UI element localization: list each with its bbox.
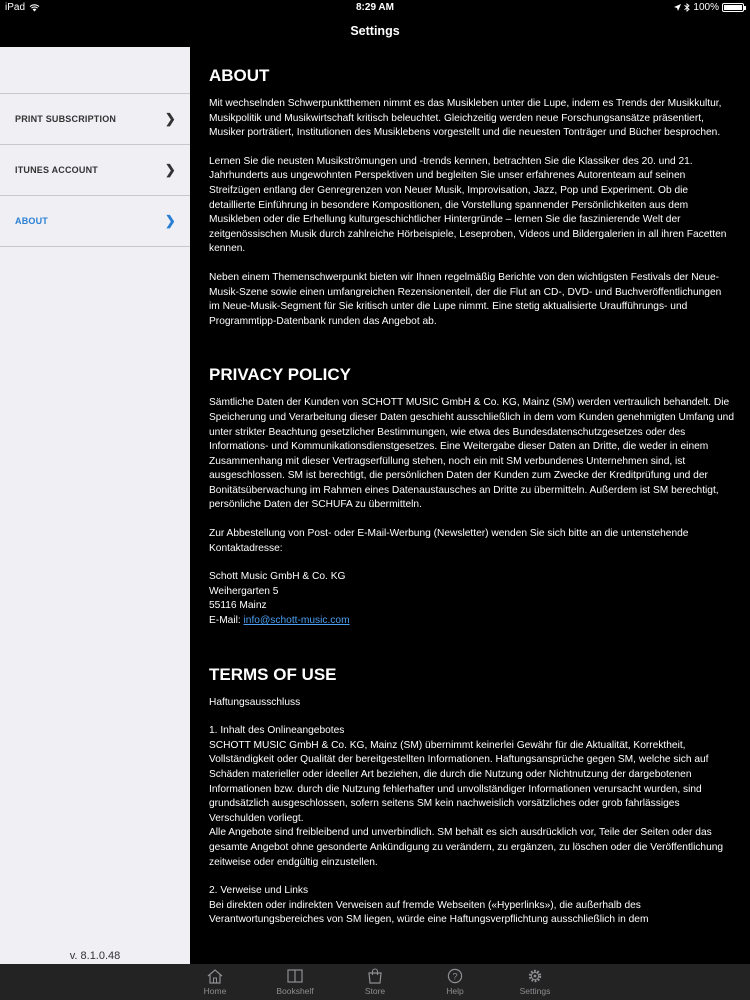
contact-company: Schott Music GmbH & Co. KG xyxy=(209,571,346,583)
terms-section-2 xyxy=(209,884,734,928)
contact-address xyxy=(209,570,734,628)
svg-text:?: ? xyxy=(452,971,458,983)
tab-settings[interactable] xyxy=(495,964,575,1000)
tab-home[interactable] xyxy=(175,964,255,1000)
battery-fill xyxy=(724,5,742,10)
book-icon xyxy=(286,968,304,984)
chevron-right-icon: ❯ xyxy=(164,111,176,126)
terms-text: Bei direkten oder indirekten Verweisen auf fremde Webseiten («Hyperlinks»), die außerhalb des Verantwortungsbereiches von SM liegen, würde eine Haftungsverpflichtung ausschließlich in dem xyxy=(209,899,649,926)
terms-intro: Haftungsausschluss xyxy=(209,696,301,708)
battery-icon xyxy=(722,3,744,12)
terms-heading: TERMS OF USE xyxy=(209,664,337,684)
contact-city: 55116 Mainz xyxy=(209,600,267,612)
home-icon xyxy=(206,968,224,984)
contact-email-link[interactable]: info@schott-music.com xyxy=(243,615,350,627)
device-name: iPad xyxy=(5,2,26,13)
gear-icon xyxy=(526,968,544,984)
about-heading: ABOUT xyxy=(209,66,270,85)
page-title: Settings xyxy=(350,24,400,38)
privacy-paragraph: Sämtliche Daten der Kunden von SCHOTT MUSIC GmbH & Co. KG, Mainz (SM) werden vertraulich behandelt. Die Speicherung und Verarbeitung dieser Daten geschieht ausschließlich in dem vom Kunden genehmigten Umfang und unter strikter Beachtung gesetzlicher Bestimmungen, wie etwa des Bundesdatenschutzgesetzes oder des Informations- und Kommunikationsdienstgesetzes. Eine Weitergabe dieser Daten an Dritte, die weder in einem Zusammenhang mit dieser Vertragserfüllung stehen, noch ein mit SM verbundenes Unternehmen sind, ist ausgeschlossen. SM ist berechtigt, die persönlichen Daten der Kunden zum Zwecke der Kreditprüfung und der Bonitätsüberwachung im Rahmen eines Datenaustausches an Dritte zu übermitteln. Außerdem ist SM berechtigt, persönliche Daten der SCHUFA zu übermitteln. xyxy=(209,397,734,511)
status-time: 8:29 AM xyxy=(356,2,394,13)
sidebar xyxy=(0,47,190,964)
sidebar-item-print-subscription[interactable] xyxy=(0,94,190,145)
sidebar-item-itunes-account[interactable] xyxy=(0,145,190,196)
status-bar xyxy=(0,0,750,16)
tab-label: Bookshelf xyxy=(276,986,314,996)
tab-bookshelf[interactable] xyxy=(255,964,335,1000)
about-paragraph: Neben einem Themenschwerpunkt bieten wir Ihnen regelmäßig Berichte von den wichtigsten Festivals der Neue-Musik-Szene sowie einen umfangreichen Rezensionenteil, der die Flut an CD-, DVD- und Buchveröffentlichungen im Neue-Musik-Segment für Sie kritisch unter die Lupe nimmt. Eine stetig aktualisierte Uraufführungs- und Programmtipp-Datenbank runden das Angebot ab. xyxy=(209,271,722,327)
tab-label: Home xyxy=(203,986,227,996)
help-icon xyxy=(446,968,464,984)
contact-street: Weihergarten 5 xyxy=(209,585,279,597)
tab-label: Help xyxy=(446,986,464,996)
status-right xyxy=(674,2,744,13)
battery-percent: 100% xyxy=(693,2,719,13)
bluetooth-icon xyxy=(684,3,690,12)
terms-text: Alle Angebote sind freibleibend und unverbindlich. SM behält es sich ausdrücklich vor, Teile der Seiten oder das gesamte Angebot ohne gesonderte Ankündigung zu verändern, zu ergänzen, zu löschen oder die Veröffentlichung zeitweise oder endgültig einzustellen. xyxy=(209,827,724,868)
tab-label: Settings xyxy=(519,986,551,996)
privacy-heading: PRIVACY POLICY xyxy=(209,365,352,385)
terms-section-title: 2. Verweise und Links xyxy=(209,885,309,897)
tab-bar xyxy=(0,964,750,1000)
chevron-right-icon: ❯ xyxy=(164,162,176,177)
chevron-right-icon: ❯ xyxy=(164,213,176,228)
terms-section-1 xyxy=(209,724,734,870)
sidebar-menu xyxy=(0,93,190,247)
tab-store[interactable] xyxy=(335,964,415,1000)
tab-label: Store xyxy=(364,986,386,996)
shopping-bag-icon xyxy=(366,968,384,984)
location-icon xyxy=(674,4,681,11)
terms-section-title: 1. Inhalt des Onlineangebotes xyxy=(209,725,345,737)
app-version: v. 8.1.0.48 xyxy=(69,950,121,962)
contact-email-label: E-Mail: xyxy=(209,615,244,627)
sidebar-item-about[interactable] xyxy=(0,196,190,247)
terms-text: SCHOTT MUSIC GmbH & Co. KG, Mainz (SM) übernimmt keinerlei Gewähr für die Aktualität, Korrektheit, Vollständigkeit oder Qualität der bereitgestellten Informationen. Haftungsansprüche gegen SM, welche sich auf Schäden materieller oder ideeller Art beziehen, die durch die Nutzung oder Nichtnutzung der dargebotenen Informationen bzw. durch die Nutzung fehlerhafter und unvollständiger Informationen verursacht wurden, sind grundsätzlich ausgeschlossen, sofern seitens SM kein nachweislich vorsätzliches oder grob fahrlässiges Verschulden vorliegt. xyxy=(209,739,709,824)
nav-bar xyxy=(0,16,750,46)
sidebar-item-label: ITUNES ACCOUNT xyxy=(15,165,98,175)
content-pane[interactable] xyxy=(190,47,750,964)
about-paragraph: Mit wechselnden Schwerpunktthemen nimmt es das Musikleben unter die Lupe, indem es Trends der Musikkultur, Musikpolitik und Musikwirtschaft kritisch beleuchtet. Gleichzeitig werden neue Forschungsansätze präsentiert, Musiker porträtiert, Institutionen des Musiklebens vorgestellt und die neuesten Tonträger und Bücher besprochen. xyxy=(209,98,722,139)
sidebar-item-label: ABOUT xyxy=(15,216,48,226)
privacy-paragraph: Zur Abbestellung von Post- oder E-Mail-Werbung (Newsletter) wenden Sie sich bitte an die untenstehende Kontaktadresse: xyxy=(209,528,689,554)
sidebar-item-label: PRINT SUBSCRIPTION xyxy=(15,114,117,124)
tab-help[interactable] xyxy=(415,964,495,1000)
about-paragraph: Lernen Sie die neusten Musikströmungen und -trends kennen, betrachten Sie die Klassiker des 20. und 21. Jahrhunderts aus ungewohnten Perspektiven und begleiten Sie unser erfahrenes Autorenteam auf seinen Streifzügen entlang der Genregrenzen von Neuer Musik, Improvisation, Jazz, Pop und Experiment. Ob die detaillierte Einführung in besondere Kompositionen, die Vorstellung spannender Persönlichkeiten aus dem Musikleben oder die Erhellung kulturgeschichtlicher Hintergründe – lernen Sie die faszinierende Welt der zeitgenössischen Musik durch zahlreiche Hörbeispiele, Leseproben, Videos und Bildergalerien in all ihren Facetten kennen. xyxy=(209,155,727,255)
